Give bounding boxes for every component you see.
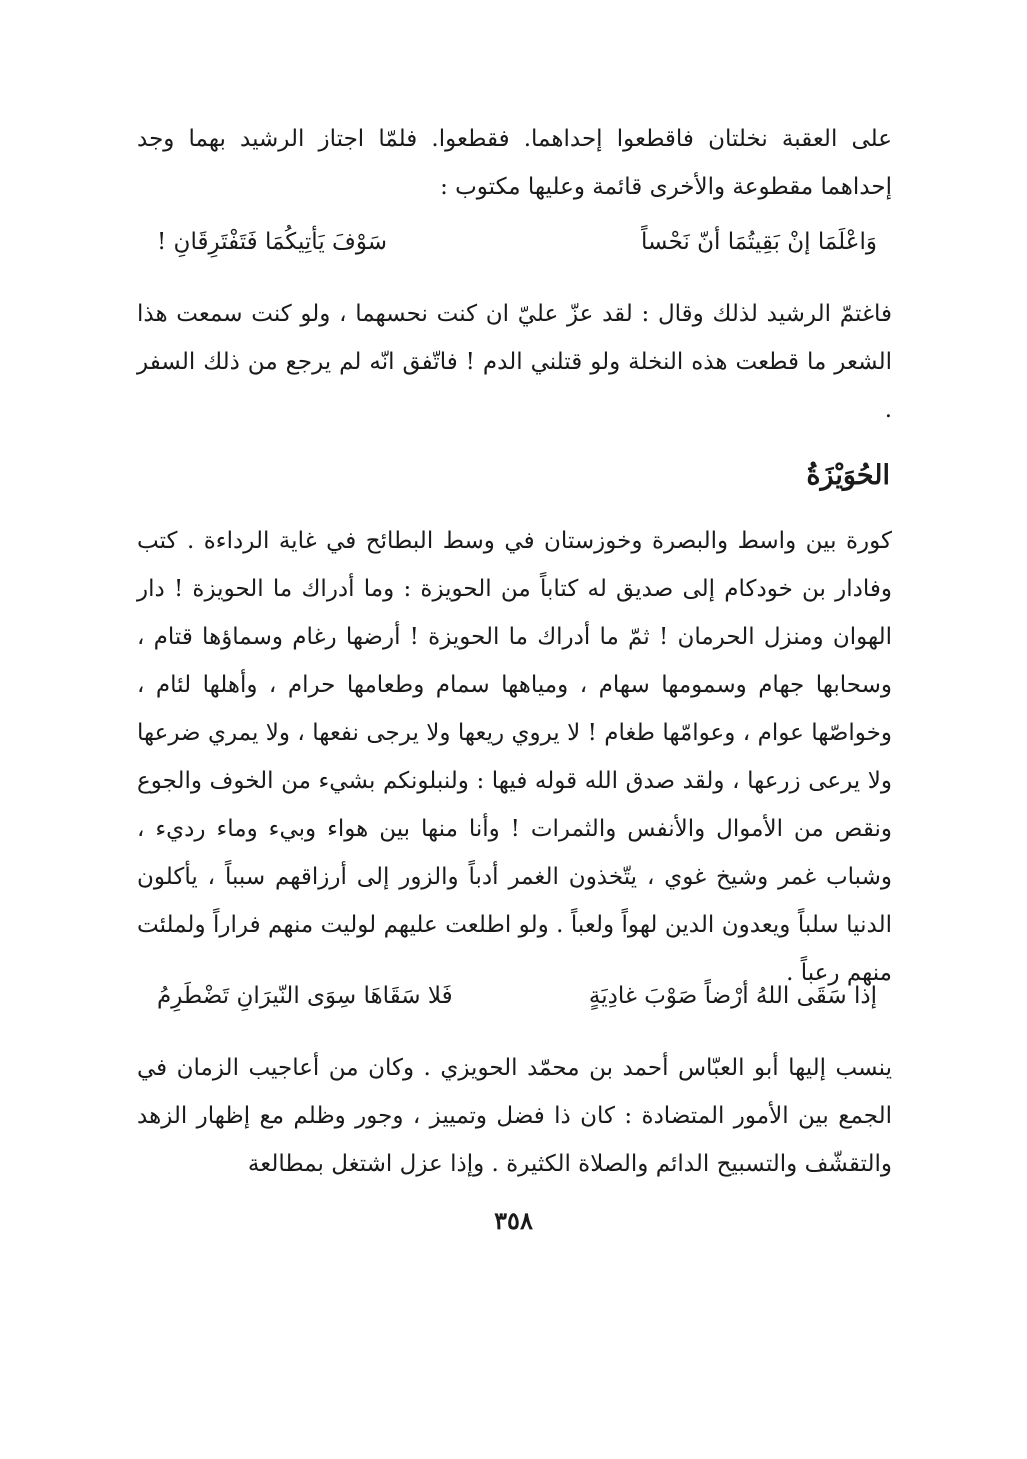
verse-1 xyxy=(157,222,877,262)
verse-2 xyxy=(157,976,877,1016)
paragraph-description: كورة بين واسط والبصرة وخوزستان في وسط البطائح في غاية الرداءة . كتب وفادار بن خودكام إلى صديق له كتاباً من الحويزة : وما أدراك ما الحويزة ! دار الهوان ومنزل الحرمان ! ثمّ ما أدراك ما الحويزة ! أرضها رغام وسماؤها قتام ، وسحابها جهام وسمومها سهام ، ومياهها سمام وطعامها حرام ، وأهلها لئام ، وخواصّها عوام ، وعوامّها طغام ! لا يروي ريعها ولا يرجى نفعها ، ولا يمري ضرعها ولا يرعى زرعها ، ولقد صدق الله قوله فيها : ولنبلونكم بشيء من الخوف والجوع ونقص من الأموال والأنفس والثمرات ! وأنا منها بين هواء وبيء وماء رديء ، وشباب غمر وشيخ غوي ، يتّخذون الغمر أدباً والزور إلى أرزاقهم سبباً ، يأكلون الدنيا سلباً ويعدون الدين لهواً ولعباً . ولو اطلعت عليهم لوليت منهم فراراً ولملئت منهم رعباً . xyxy=(137,528,892,986)
page-number: ٣٥٨ xyxy=(494,1206,533,1235)
paragraph-rashid: فاغتمّ الرشيد لذلك وقال : لقد عزّ عليّ ان كنت نحسهما ، ولو كنت سمعت هذا الشعر ما قطعت هذه النخلة ولو قتلني الدم ! فاتّفق انّه لم يرجع من ذلك السفر . xyxy=(137,301,892,423)
verse-2-first-hemistich: إذا سَقَى اللهُ أرْضاً صَوْبَ غادِيَةٍ xyxy=(588,983,877,1009)
paragraph-intro: على العقبة نخلتان فاقطعوا إحداهما. فقطعوا. فلمّا اجتاز الرشيد بهما وجد إحداهما مقطوعة والأخرى قائمة وعليها مكتوب : xyxy=(137,126,892,200)
paragraph-huwayzi: ينسب إليها أبو العبّاس أحمد بن محمّد الحويزي . وكان من أعاجيب الزمان في الجمع بين الأمور المتضادة : كان ذا فضل وتمييز ، وجور وظلم مع إظهار الزهد والتقشّف والتسبيح الدائم والصلاة الكثيرة . وإذا عزل اشتغل بمطالعة xyxy=(137,1055,892,1177)
entry-heading: الحُوَيْزَةُ xyxy=(806,460,890,491)
verse-1-second-hemistich: سَوْفَ يَأتِيكُمَا فَتَفْتَرِقَانِ ! xyxy=(157,229,388,255)
verse-2-second-hemistich: فَلا سَقَاهَا سِوَى النّيرَانِ تَضْطَرِمُ xyxy=(157,983,453,1009)
verse-1-first-hemistich: وَاعْلَمَا إنْ بَقِيتُمَا أنّ نَحْساً xyxy=(641,229,877,255)
